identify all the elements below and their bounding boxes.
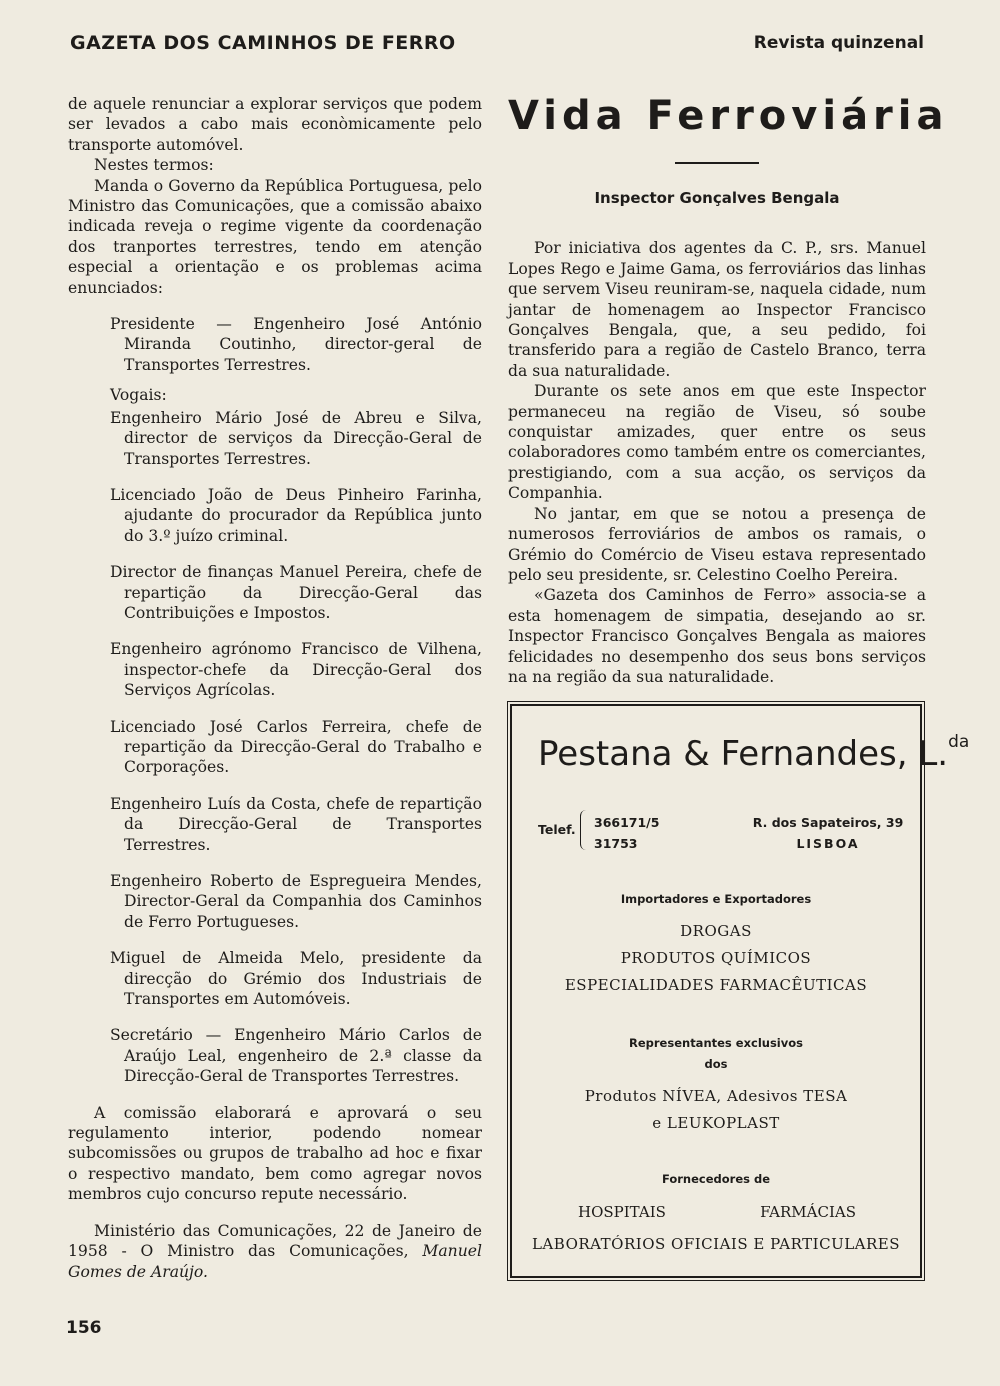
ad-company-suffix: da [948,732,970,752]
member-entry: Engenheiro Luís da Costa, chefe de repartição da Direcção-Geral de Transportes Terrestres. [110,794,482,854]
ad-product: DROGAS [680,922,752,940]
ad-product: PRODUTOS QUÍMICOS [620,949,812,967]
ad-phone: 366171/5 [594,815,660,830]
nestes-termos: Nestes termos: [94,156,214,175]
minister-signature: Manuel Gomes de Araújo. [68,1242,482,1281]
ad-phone-brace [580,810,587,850]
secretario-entry: Secretário — Engenheiro Mário Carlos de Araújo Leal, engenheiro de 2.ª classe da Direcção-Geral de Transportes Terrestres. [110,1026,482,1086]
article-title: Inspector Gonçalves Bengala [594,189,840,207]
ad-company-text: Pestana & Fernandes, L. [538,734,949,774]
article-paragraph: No jantar, em que se notou a presença de numerosos ferroviários de ambos os ramais, o Grémio do Comércio de Viseu estava representado pelo seu presidente, sr. Celestino Coelho Pereira. [508,504,926,584]
presidente-entry: Presidente — Engenheiro José António Miranda Coutinho, director-geral de Transportes Terrestres. [110,315,482,374]
ad-city: LISBOA [796,836,860,851]
ad-company-name [538,732,969,774]
ad-street: R. dos Sapateiros, 39 [752,815,904,830]
ad-dos: dos [704,1057,728,1071]
vogais-label: Vogais: [110,386,167,405]
ministerio-paragraph [68,1221,482,1282]
journal-title: GAZETA DOS CAMINHOS DE FERRO [70,32,456,54]
left-column [68,94,482,1282]
member-entry: Engenheiro Mário José de Abreu e Silva, director de serviços da Direcção-Geral de Transportes Terrestres. [110,408,482,468]
ad-importers: Importadores e Exportadores [620,892,812,906]
ad-phone: 31753 [594,836,638,851]
article-paragraph: «Gazeta dos Caminhos de Ferro» associa-se a esta homenagem de simpatia, desejando ao sr. Inspector Francisco Gonçalves Bengala as maiores felicidades no desempenho dos seus bons serviços na na região da sua naturalidade. [508,586,926,686]
ad-brands-line: Produtos NÍVEA, Adesivos TESA [584,1087,848,1105]
ministerio-text: Ministério das Comunicações, 22 de Janeiro de 1958 - O Ministro das Comunicações, [68,1221,482,1261]
ad-representantes: Representantes exclusivos [629,1036,803,1050]
ad-product: ESPECIALIDADES FARMACÊUTICAS [564,976,868,994]
right-column [508,88,949,687]
ad-telef-label: Telef. [538,822,576,837]
ad-fornecedores: Fornecedores de [661,1172,771,1186]
ad-hospitais: HOSPITAIS [578,1203,666,1221]
ad-farmacias: FARMÁCIAS [760,1203,856,1221]
intro-paragraph: de aquele renunciar a explorar serviços que podem ser levados a cabo mais econòmicamente pelo transporte automóvel. [68,95,482,154]
section-title: Vida Ferroviária [508,93,949,139]
member-entry: Director de finanças Manuel Pereira, chefe de repartição da Direcção-Geral das Contribuições e Impostos. [110,563,482,622]
ad-suppliers-row [538,1203,896,1221]
article-paragraph: Durante os sete anos em que este Inspector permaneceu na região de Viseu, só soube conquistar amizades, quer entre os seus colaboradores como também entre os comerciantes, prestigiando, com a sua acção, os serviços da Companhia. [508,382,926,503]
ad-laboratorios: LABORATÓRIOS OFICIAIS E PARTICULARES [531,1235,901,1253]
member-entry: Engenheiro agrónomo Francisco de Vilhena, inspector-chefe da Direcção-Geral dos Serviços Agrícolas. [110,640,482,700]
page-number: 156 [66,1318,102,1338]
member-entry: Engenheiro Roberto de Espregueira Mendes, Director-Geral da Companhia dos Caminhos de Ferro Portugueses. [110,872,482,931]
member-entry: Licenciado João de Deus Pinheiro Farinha, ajudante do procurador da República junto do 3.º juízo criminal. [110,485,482,545]
member-entry: Miguel de Almeida Melo, presidente da direcção do Grémio dos Industriais de Transportes em Automóveis. [110,949,482,1009]
ad-brands-line: e LEUKOPLAST [652,1114,780,1132]
manda-paragraph: Manda o Governo da República Portuguesa, pelo Ministro das Comunicações, que a comissão abaixo indicada reveja o regime vigente da coordenação dos tranportes terrestres, tendo em atenção especial a orientação e os problemas acima enunciados: [68,176,482,297]
ad-phones [594,812,659,854]
comissao-paragraph: A comissão elaborará e aprovará o seu regulamento interior, podendo nomear subcomissões ou grupos de trabalho ad hoc e fixar o respectivo mandato, bem como agregar novos membros cujo concurso repute necessário. [68,1103,482,1204]
advertisement-box [510,704,970,1278]
member-entry: Licenciado José Carlos Ferreira, chefe de repartição da Direcção-Geral do Trabalho e Corporações. [110,717,482,777]
ad-address [748,812,908,854]
title-divider [675,162,759,164]
article-paragraph: Por iniciativa dos agentes da C. P., srs. Manuel Lopes Rego e Jaime Gama, os ferroviários das linhas que servem Viseu reuniram-se, naquela cidade, num jantar de homenagem ao Inspector Francisco Gonçalves Bengala, que, a seu pedido, foi transferido para a região de Castelo Branco, terra da sua naturalidade. [508,239,926,380]
journal-subtitle: Revista quinzenal [753,33,924,53]
